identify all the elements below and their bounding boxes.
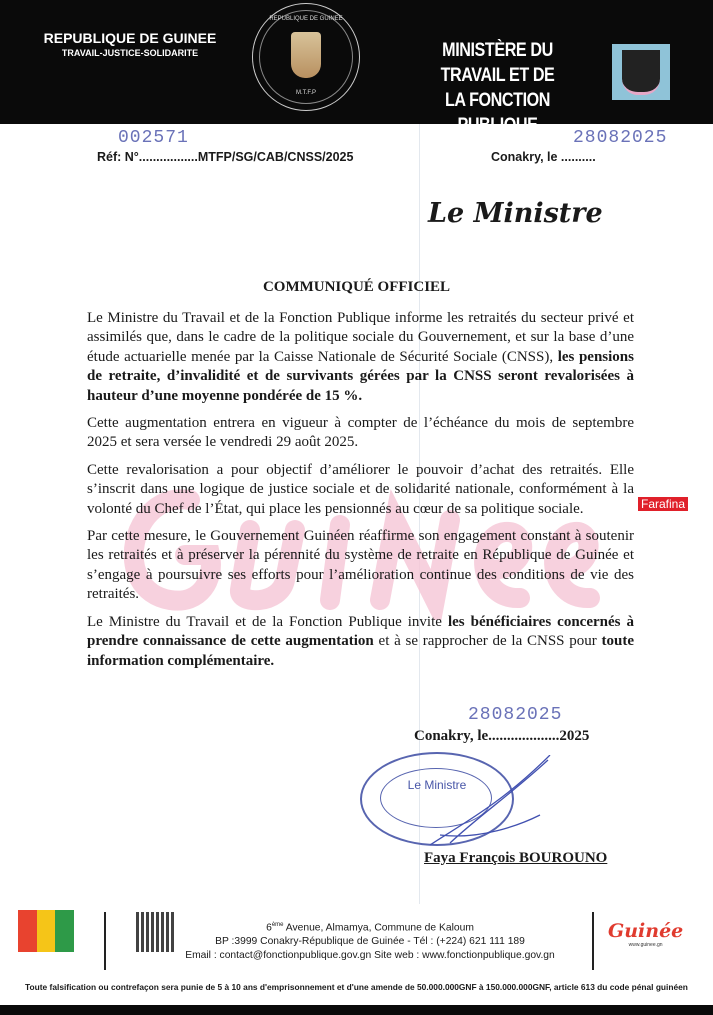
address-line-2: BP :3999 Conakry-République de Guinée - Tél : (+224) 621 111 189 xyxy=(215,936,525,948)
legal-disclaimer: Toute falsification ou contrefaçon sera punie de 5 à 10 ans d'emprisonnement et d'une amende de 50.000.000GNF à 150.000.000GNF, article 613 du code pénal guinéen xyxy=(25,982,688,992)
text: Cette augmentation entrera en vigueur à compter de l’échéance du mois de septembre 2025 et sera versée le vendredi 29 août 2025. xyxy=(87,415,634,451)
address-number: 6 xyxy=(266,922,272,934)
address-line-1: Avenue, Almamya, Commune de Kaloum xyxy=(283,922,474,934)
ministry-line-1: MINISTÈRE DU TRAVAIL ET DE xyxy=(440,40,555,86)
paragraph-5 xyxy=(87,613,634,671)
closing-date-line: Conakry, le...................2025 xyxy=(414,728,590,744)
paragraph-2 xyxy=(87,414,634,453)
bottom-bar xyxy=(0,1005,713,1015)
bold-text: les pensions de retraite, d’invalidité et de survivants gérées par la CNSS seront revalorisées à hauteur d’une moyenne pondérée de 15 %. xyxy=(87,348,634,404)
signatory-name: Faya François BOUROUNO xyxy=(424,850,608,866)
farafina-watermark-banner: Farafina xyxy=(638,497,688,511)
address-sup: ème xyxy=(271,922,284,928)
footer-divider xyxy=(592,912,594,970)
text: Cette revalorisation a pour objectif d’améliorer le pouvoir d’achat des retraités. Elle s’inscrit dans une logique de justice sociale et de solidarité nationale, conformément à la volonté du Chef de l’État, qui place les pensionnés au cœur de sa politique sociale. xyxy=(87,461,634,517)
footer-address xyxy=(185,918,555,963)
text: Le Ministre du Travail et de la Fonction Publique informe les retraités du secteur privé et assimilés que, dans le cadre de la politique sociale du Gouvernement, et sur la base d’une étude actuarielle menée par la Caisse Nationale de Sécurité Sociale (CNSS), xyxy=(87,310,634,365)
minister-heading: Le Ministre xyxy=(428,198,603,229)
republic-motto: TRAVAIL-JUSTICE-SOLIDARITE xyxy=(61,48,199,58)
republic-block xyxy=(40,30,220,58)
ministry-name xyxy=(410,38,584,138)
signature-icon xyxy=(420,755,560,855)
paragraph-3 xyxy=(87,461,634,519)
guinea-flag-icon xyxy=(18,910,74,952)
paragraph-4 xyxy=(87,527,634,605)
bold-text: toute information complémentaire. xyxy=(87,633,635,669)
text: Le Ministre du Travail et de la Fonction Publique invite xyxy=(87,613,448,630)
text: Par cette mesure, le Gouvernement Guinéen réaffirme son engagement constant à soutenir les retraités et à préserver la pérennité du système de retraite en République de Guinée et s’engage à poursuivre ses efforts pour l’amélioration continue des conditions de vie des retraités. xyxy=(87,528,634,603)
letterhead xyxy=(0,0,713,136)
address-line-3: Email : contact@fonctionpublique.gov.gn Site web : www.fonctionpublique.gov.gn xyxy=(185,950,555,962)
footer-divider xyxy=(104,912,106,970)
reference-number: Réf: N°.................MTFP/SG/CAB/CNSS/2025 xyxy=(97,150,354,164)
seal-bottom-text: M.T.F.P xyxy=(295,90,316,96)
ministry-line-2: LA FONCTION PUBLIQUE xyxy=(444,90,551,136)
date-stamp: 28082025 xyxy=(573,128,668,148)
qr-code-icon xyxy=(136,912,176,952)
ministry-seal-logo xyxy=(252,3,360,111)
date-line: Conakry, le .......... xyxy=(491,150,596,164)
coat-of-arms-icon xyxy=(291,32,321,78)
closing-date-stamp: 28082025 xyxy=(468,705,563,725)
logo-url: www.guinee.gn xyxy=(628,942,663,948)
reference-stamp: 002571 xyxy=(118,128,189,148)
seal-top-text: REPUBLIQUE DE GUINEE xyxy=(269,16,343,22)
paragraph-1 xyxy=(87,309,634,406)
guinee-logo: Guinée www.guinee.gn xyxy=(608,920,684,948)
bold-text: les bénéficiaires concernés à prendre connaissance de cette augmentation xyxy=(87,613,634,650)
republic-name: REPUBLIQUE DE GUINEE xyxy=(43,30,217,46)
communique-body xyxy=(87,309,634,679)
text: et à se rapprocher de la CNSS pour xyxy=(373,633,602,650)
document-title: COMMUNIQUÉ OFFICIEL xyxy=(262,279,451,295)
stamp-text: Le Ministre xyxy=(407,778,467,792)
ministry-emblem-logo xyxy=(612,44,670,100)
